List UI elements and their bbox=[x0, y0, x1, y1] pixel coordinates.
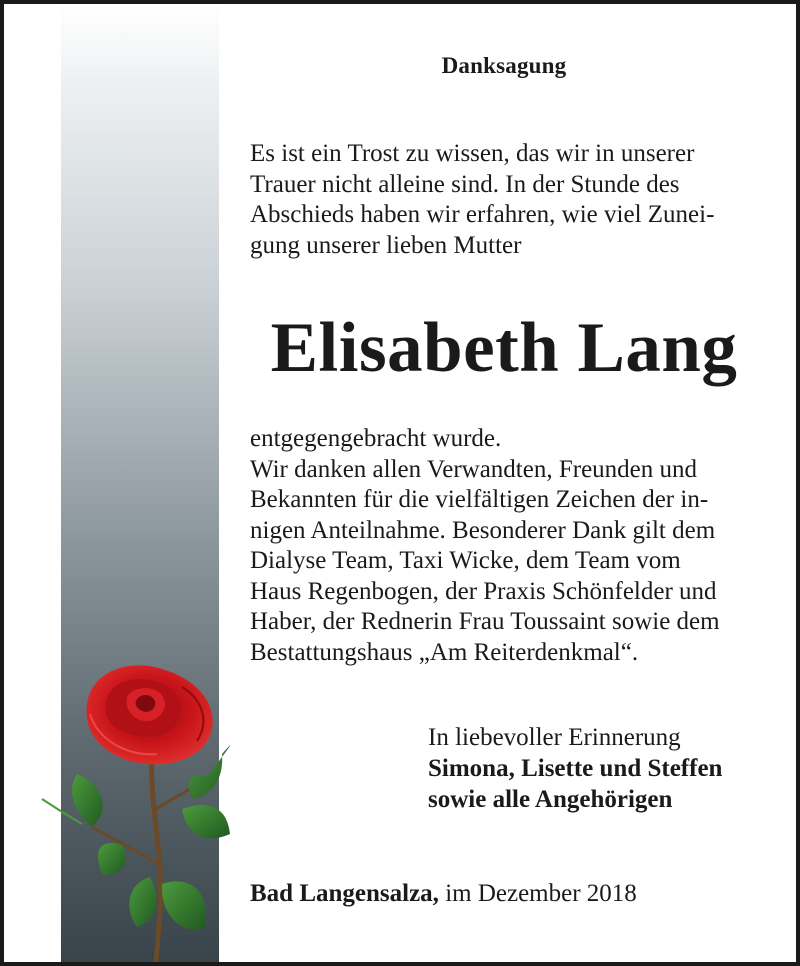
thanks-paragraph bbox=[250, 424, 768, 668]
rose-icon bbox=[32, 659, 242, 962]
signatories: Simona, Lisette und Steffen bbox=[428, 755, 723, 782]
thanks-line: entgegengebracht wurde. bbox=[250, 425, 502, 452]
intro-line: Es ist ein Trost zu wissen, das wir in unserer bbox=[250, 140, 695, 167]
place-date-line bbox=[250, 880, 637, 908]
thanks-line: Wir danken allen Verwandten, Freunden und bbox=[250, 455, 698, 483]
thanks-line: Bestattungshaus „Am Reiterdenkmal“. bbox=[250, 638, 639, 666]
relatives: sowie alle Angehörigen bbox=[428, 786, 673, 813]
intro-line: Trauer nicht alleine sind. In der Stunde des bbox=[250, 170, 680, 198]
intro-line: gung unserer lieben Mutter bbox=[250, 231, 522, 259]
closing-intro: In liebevoller Erinnerung bbox=[428, 724, 681, 751]
thanks-line: Bekannten für die vielfältigen Zeichen der in- bbox=[250, 486, 709, 513]
intro-line: Abschieds haben wir erfahren, wie viel Zunei- bbox=[250, 201, 715, 228]
notice-heading: Danksagung bbox=[441, 53, 567, 78]
place: Bad Langensalza, bbox=[250, 880, 439, 907]
thanks-line: Dialyse Team, Taxi Wicke, dem Team vom bbox=[250, 547, 681, 574]
deceased-name: Elisabeth Lang bbox=[270, 309, 738, 387]
thanks-line: Haus Regenbogen, der Praxis Schönfelder und bbox=[250, 577, 717, 605]
thanks-line: nigen Anteilnahme. Besonderer Dank gilt dem bbox=[250, 516, 716, 544]
intro-paragraph bbox=[250, 139, 768, 261]
date: im Dezember 2018 bbox=[445, 880, 637, 907]
closing-block bbox=[428, 722, 722, 815]
thanks-line: Haber, der Rednerin Frau Toussaint sowie dem bbox=[250, 608, 720, 635]
